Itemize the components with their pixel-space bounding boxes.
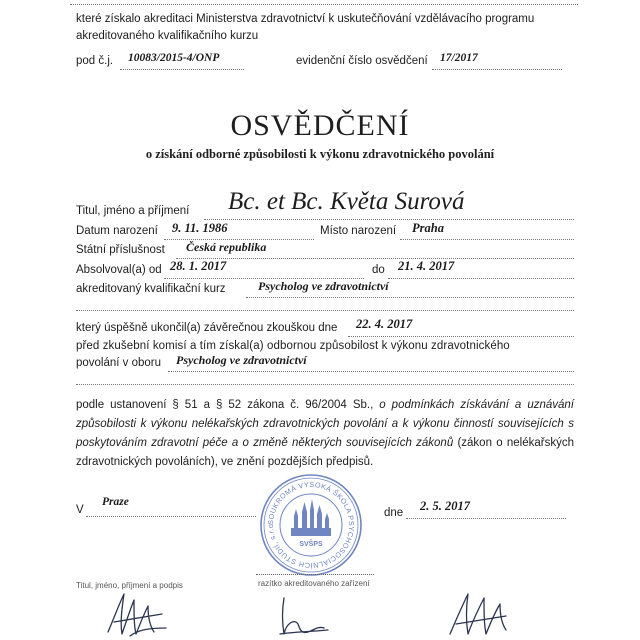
field-value: Psycholog ve zdravotnictví <box>176 353 307 367</box>
header-line-2: akreditovaného kvalifikačního kurzu <box>76 30 259 42</box>
course-value: Psycholog ve zdravotnictví <box>258 279 389 293</box>
citizenship-value: Česká republika <box>186 240 267 254</box>
from-label: Absolvoval(a) od <box>76 264 162 276</box>
exam-label: který úspěšně ukončil(a) závěrečnou zkouškou dne <box>76 322 338 334</box>
to-value: 21. 4. 2017 <box>398 259 455 273</box>
institution-stamp <box>258 472 364 578</box>
top-dotted-rule <box>70 4 578 5</box>
law-paragraph <box>76 396 574 472</box>
course-label: akreditovaný kvalifikační kurz <box>76 283 226 295</box>
issue-date-label: dne <box>384 507 404 519</box>
issue-place-line <box>86 516 256 517</box>
issue-place-value: Praze <box>102 496 129 508</box>
header-line-1: které získalo akreditaci Ministerstva zdravotnictví k uskutečňování vzdělávacího programu <box>76 13 535 25</box>
name-label: Titul, jméno a příjmení <box>76 205 190 217</box>
stamp-label: razítko akreditovaného zařízení <box>258 579 370 588</box>
ref-line <box>120 69 244 70</box>
ref-label: pod č.j. <box>76 55 114 67</box>
from-value: 28. 1. 2017 <box>170 259 227 273</box>
document-subtitle: o získání odborné způsobilosti k výkonu zdravotnického povolání <box>145 147 495 161</box>
birth-place-label: Místo narození <box>320 225 397 237</box>
law-text-part-1: podle ustanovení § 51 a § 52 zákona č. 96/2004 Sb., <box>76 399 380 411</box>
birth-date-value: 9. 11. 1986 <box>172 221 228 235</box>
name-value: Bc. et Bc. Květa Surová <box>228 188 465 215</box>
stamp-label-line <box>256 574 374 575</box>
committee-text: před zkušební komisí a tím získal(a) odbornou způsobilost k výkonu zdravotnického <box>76 340 510 352</box>
birth-date-label: Datum narození <box>76 225 158 237</box>
birth-place-line <box>400 239 574 240</box>
exam-line <box>348 336 574 337</box>
signature-middle <box>270 594 334 640</box>
signature-left <box>100 588 180 640</box>
law-text-part-2: o podmínkách získávání a uznávání způsobilosti k výkonu nelékařských zdravotnických povolání a k výkonu činností souvisejících s poskytováním zdravotní péče a o změně některých souvisejících zákonů <box>76 399 574 449</box>
to-label: do <box>372 264 385 276</box>
blank-line-2 <box>76 384 574 385</box>
evid-line <box>432 69 562 70</box>
evid-value: 17/2017 <box>440 52 478 64</box>
castle-icon <box>291 499 331 536</box>
course-line <box>246 297 574 298</box>
ref-value: 10083/2015-4/ONP <box>128 52 220 64</box>
stamp-inner-text: SVŠPS <box>299 541 323 548</box>
stamp-ring-text: SOUKROMÁ VYSOKÁ ŠKOLA PSYCHOSOCIÁLNÍCH STUDIÍ, s.r.o <box>265 479 357 571</box>
citizenship-line <box>176 258 574 259</box>
birth-place-value: Praha <box>412 221 444 235</box>
field-line <box>168 371 574 372</box>
name-line <box>204 219 574 220</box>
issue-date-value: 2. 5. 2017 <box>420 499 470 513</box>
blank-line-1 <box>76 310 574 311</box>
issue-date-line <box>406 518 566 519</box>
issue-place-label: V <box>76 504 84 516</box>
document-title: OSVĚDČENÍ <box>230 109 410 142</box>
evid-label: evidenční číslo osvědčení <box>296 55 428 67</box>
exam-value: 22. 4. 2017 <box>356 317 413 331</box>
field-label: povolání v oboru <box>76 357 162 369</box>
signature-right <box>440 588 520 640</box>
citizenship-label: Státní příslušnost <box>76 244 165 256</box>
left-signature-label: Titul, jméno, příjmení a podpis <box>76 581 183 590</box>
to-line <box>388 278 574 279</box>
law-text-part-3: (zákon o nelékařských zdravotnických povoláních), ve znění pozdějších předpisů. <box>76 437 574 468</box>
